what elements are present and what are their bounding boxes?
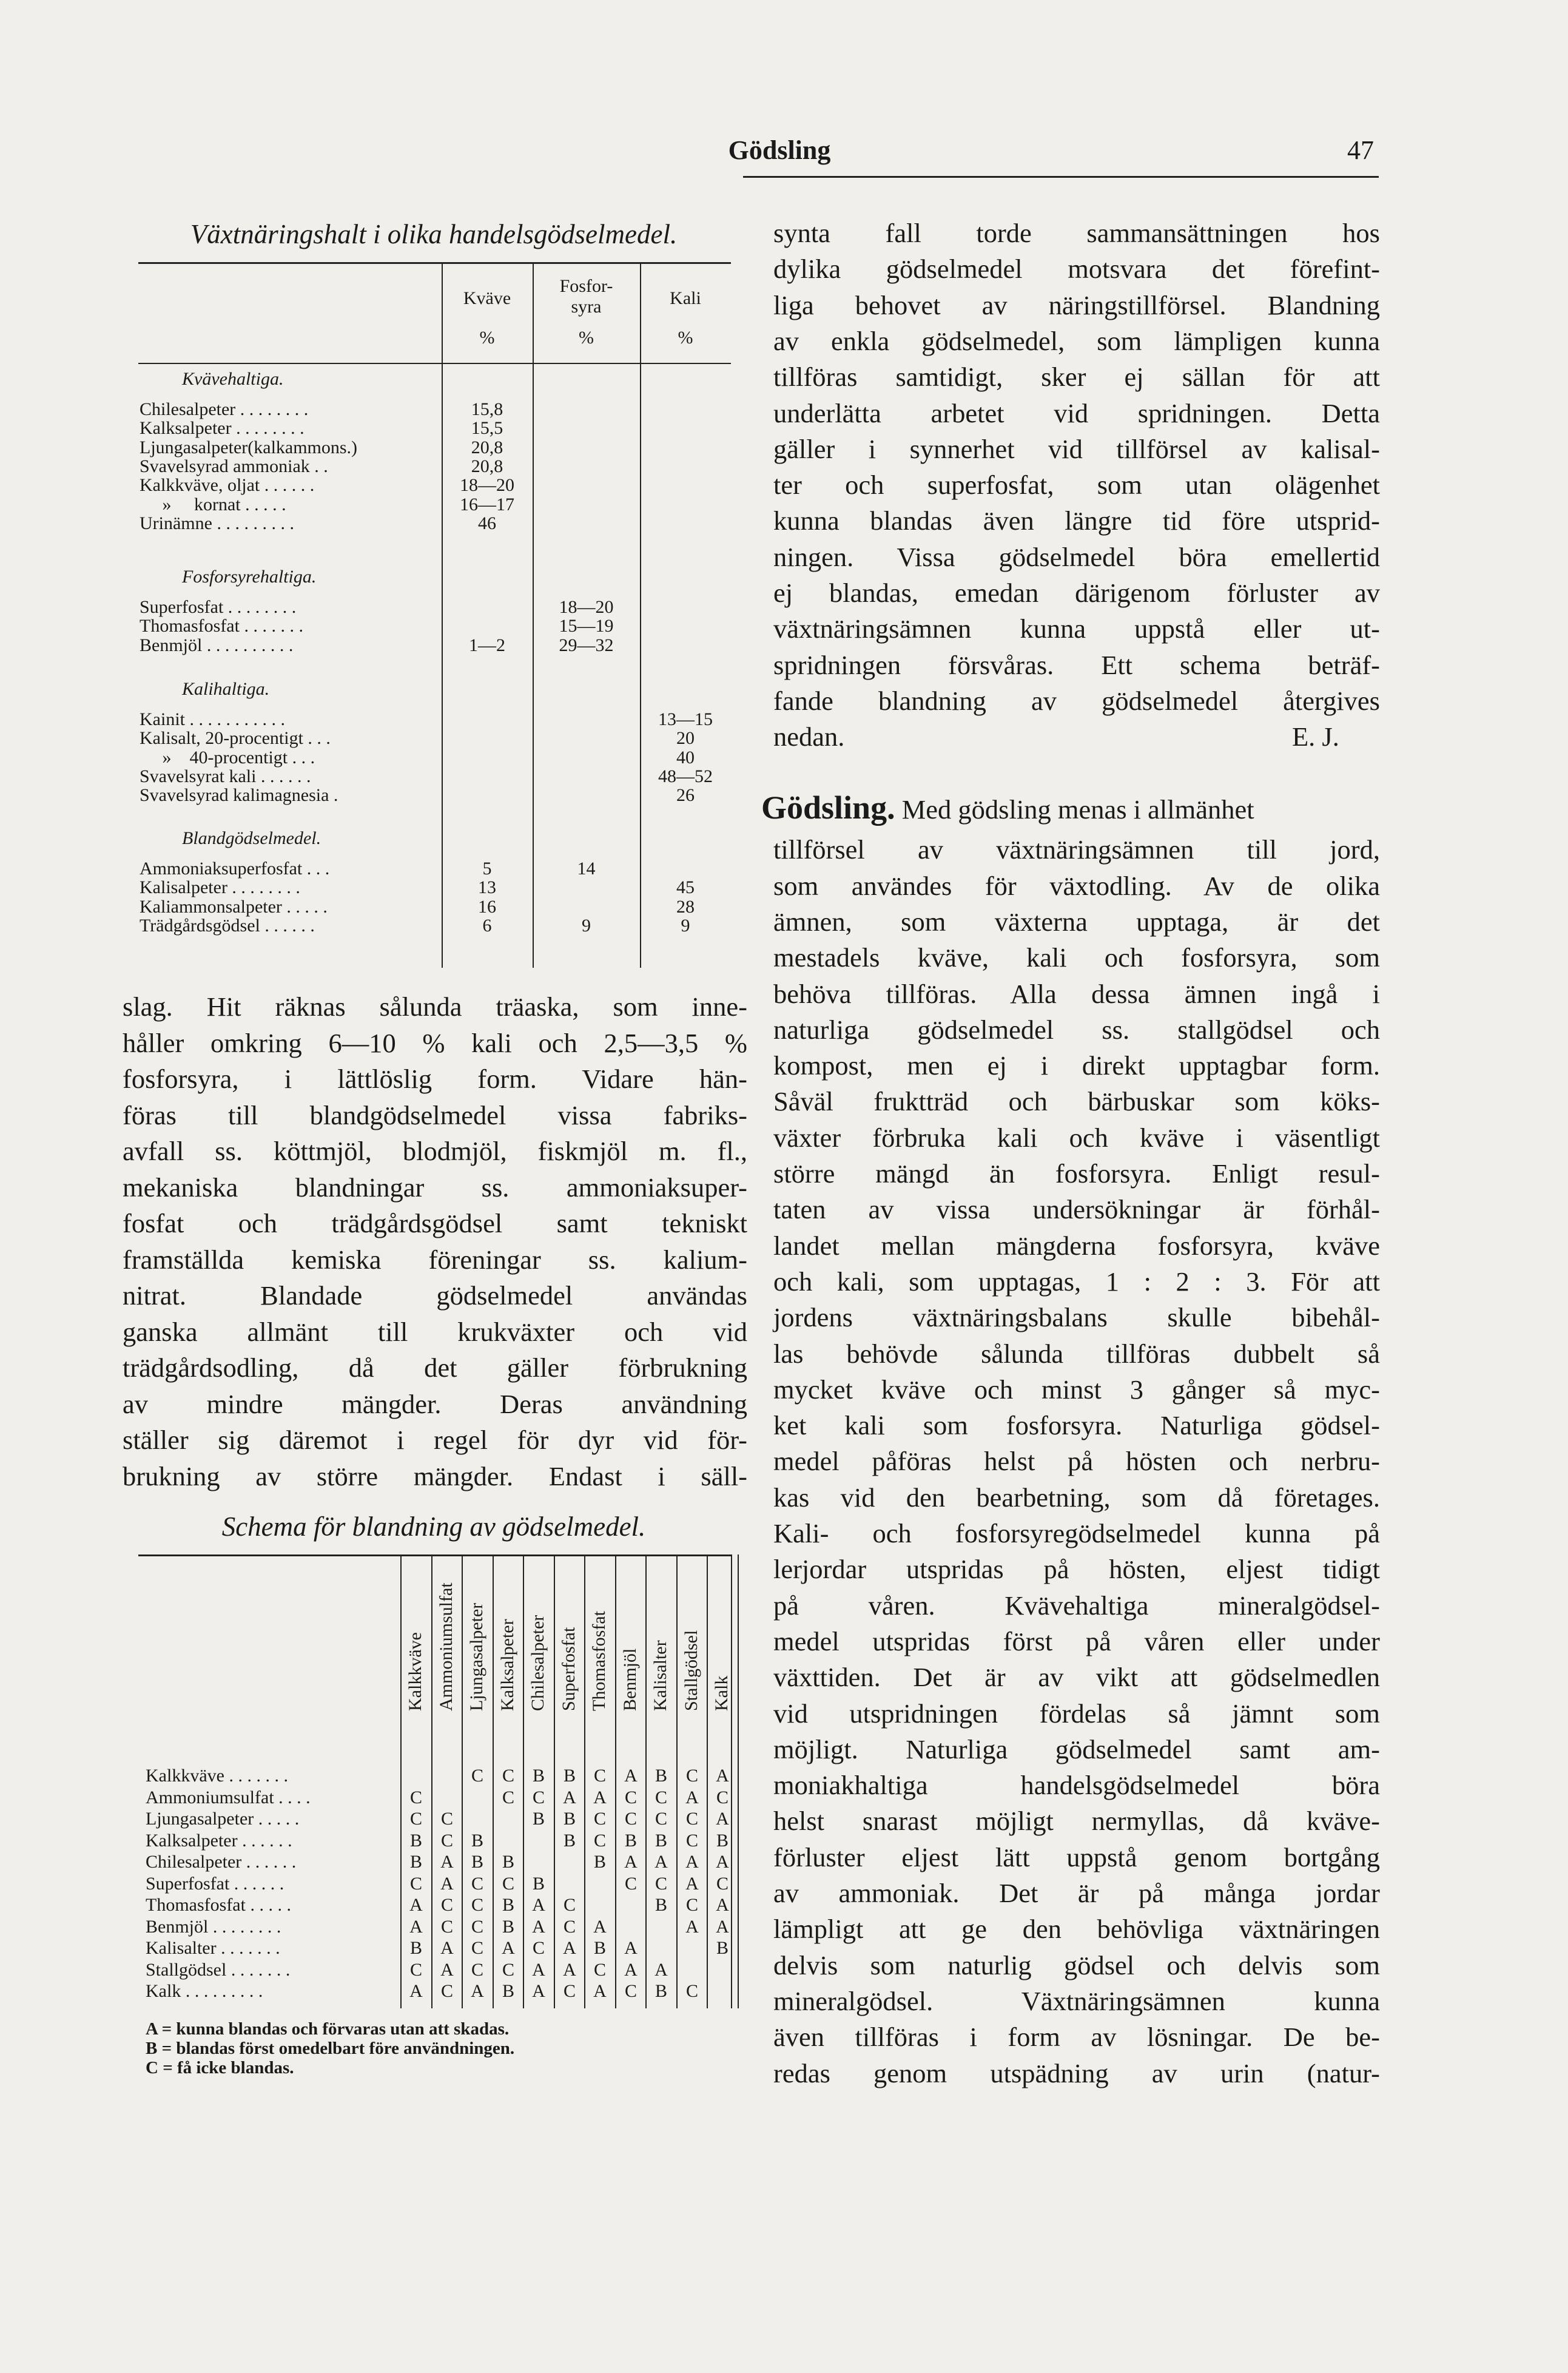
table2-col-header: Kalksalpeter: [497, 1619, 517, 1711]
right-text-line: underlätta arbetet vid spridningen. Detta: [773, 397, 1380, 428]
table1-row-label: Svavelsyrad kalimagnesia .: [140, 785, 338, 806]
table2-cell: C: [440, 1916, 453, 1937]
left-text-line: av mindre mängder. Deras användning: [123, 1388, 747, 1419]
table2-cell: C: [440, 1830, 453, 1851]
table2-cell: B: [502, 1981, 514, 2001]
table2-cell: C: [563, 1981, 576, 2001]
table2-col-header: Ammoniumsulfat: [436, 1582, 456, 1711]
table1-col-unit: %: [479, 328, 495, 348]
left-text-line: föras till blandgödselmedel vissa fabriks-: [123, 1099, 747, 1130]
table2-cell: C: [593, 1830, 606, 1851]
table2-cell: A: [440, 1852, 454, 1872]
table1-row-label: Kaliammonsalpeter . . . . .: [140, 896, 328, 917]
table2-cell: A: [440, 1959, 454, 1980]
right-text-line: kunna blandas även längre tid före utsprid-: [773, 505, 1380, 536]
table1-col-unit: %: [678, 328, 693, 348]
table2-cell: C: [685, 1895, 698, 1915]
right-text-line: gäller i synnerhet vid tillförsel av kalisal-: [773, 433, 1380, 464]
left-text-line: håller omkring 6—10 % kali och 2,5—3,5 %: [123, 1027, 747, 1058]
right-text-line: synta fall torde sammansättningen hos: [773, 218, 1380, 248]
table2-cell: C: [532, 1938, 545, 1958]
table1-value-fosforsyra: 15—19: [559, 616, 614, 636]
right-text-line: ej blandas, emedan därigenom förluster av: [773, 578, 1380, 608]
right-text-line: mestadels kväve, kali och fosforsyra, som: [773, 942, 1380, 973]
table2-cell: B: [502, 1916, 514, 1937]
table2-col-header: Kalkkväve: [405, 1632, 425, 1711]
table2-cell: A: [685, 1916, 699, 1937]
right-text-line: växtnäringsämnen kunna uppstå eller ut-: [773, 613, 1380, 644]
table1-value-fosforsyra: 9: [582, 915, 591, 936]
table1-value-kvave: 15,5: [471, 418, 503, 439]
right-text-line: lerjordar utspridas på hösten, eljest tidigt: [773, 1554, 1380, 1585]
right-text-line: nedan.: [773, 721, 845, 752]
table2-cell: C: [624, 1809, 637, 1829]
table2-col-header: Thomasfosfat: [589, 1611, 609, 1711]
table2-cell: A: [593, 1787, 607, 1808]
table1-value-kvave: 18—20: [460, 475, 514, 496]
table1-section-title: Blandgödselmedel.: [182, 828, 321, 848]
table2-cell: A: [654, 1959, 668, 1980]
table2-cell: A: [409, 1895, 423, 1915]
table2-cell: C: [471, 1895, 483, 1915]
table2-cell: B: [716, 1830, 728, 1851]
table2-row-label: Ammoniumsulfat . . . .: [146, 1787, 311, 1808]
table1-col-header: Kväve: [463, 288, 511, 308]
table1-value-kali: 40: [676, 747, 695, 768]
table2-cell: A: [685, 1852, 699, 1872]
table1-row-label: Chilesalpeter . . . . . . . .: [140, 399, 309, 419]
table2-cell: B: [502, 1895, 514, 1915]
table2-col-header: Benmjöl: [620, 1648, 640, 1711]
table2-cell: C: [471, 1916, 483, 1937]
table1-row-label: Kalisalpeter . . . . . . . .: [140, 877, 300, 898]
table2-cell: A: [685, 1873, 699, 1894]
table2-cell: C: [563, 1895, 576, 1915]
right-text-line: liga behovet av näringstillförsel. Blandning: [773, 289, 1380, 320]
right-text-line: tillförsel av växtnäringsämnen till jord,: [773, 834, 1380, 865]
left-text-line: nitrat. Blandade gödselmedel användas: [123, 1280, 747, 1311]
right-text-line: medel utspridas först på våren eller under: [773, 1625, 1380, 1656]
table2-row-label: Ljungasalpeter . . . . .: [146, 1809, 300, 1829]
table2-col-header: Chilesalpeter: [528, 1615, 548, 1711]
right-text-line: av enkla gödselmedel, som lämpligen kunna: [773, 325, 1380, 356]
left-text-line: brukning av större mängder. Endast i säll-: [123, 1460, 747, 1491]
entry-headword: Gödsling.: [761, 789, 895, 826]
table1-section-title: Kvävehaltiga.: [182, 369, 284, 389]
table2-cell: A: [409, 1916, 423, 1937]
table2-cell: C: [471, 1938, 483, 1958]
table2-cell: C: [409, 1959, 422, 1980]
table2-cell: B: [654, 1766, 667, 1786]
table2-cell: C: [440, 1809, 453, 1829]
table2-cell: B: [409, 1938, 422, 1958]
table2-cell: A: [624, 1959, 638, 1980]
table1-row-label: » kornat . . . . .: [140, 494, 286, 515]
table2-cell: C: [409, 1787, 422, 1808]
table1-value-kali: 26: [676, 785, 695, 806]
right-text-line: växttiden. Det är av vikt att gödselmedlen: [773, 1662, 1380, 1693]
table2-cell: C: [502, 1959, 514, 1980]
table1-value-kali: 20: [676, 728, 695, 749]
table2-row-label: Superfosfat . . . . . .: [146, 1873, 284, 1894]
table2-cell: C: [593, 1766, 606, 1786]
left-text-line: framställda kemiska föreningar ss. kalium-: [123, 1244, 747, 1275]
right-text-line: jordens växtnäringsbalans skulle bibehål-: [773, 1302, 1380, 1333]
entry-first-line-text: Med gödsling menas i allmänhet: [895, 794, 1254, 825]
table2-cell: A: [624, 1852, 638, 1872]
table1-row-label: » 40-procentigt . . .: [140, 747, 315, 768]
right-text-line: helst snarast möjligt nermyllas, då kväve-: [773, 1806, 1380, 1837]
right-text-line: ämnen, som växterna upptaga, är det: [773, 906, 1380, 937]
right-text-line: större mängd än fosforsyra. Enligt resul-: [773, 1158, 1380, 1189]
right-text-line: ningen. Vissa gödselmedel böra emellertid: [773, 541, 1380, 572]
table2-cell: B: [409, 1852, 422, 1872]
right-text-line: mycket kväve och minst 3 gånger så myc-: [773, 1374, 1380, 1405]
right-text-line: som användes för växtodling. Av de olika: [773, 870, 1380, 901]
table2-cell: A: [654, 1852, 668, 1872]
table1-value-fosforsyra: 29—32: [559, 635, 614, 655]
table1-value-kvave: 5: [482, 859, 492, 879]
right-text-line: möjligt. Naturliga gödselmedel samt am-: [773, 1733, 1380, 1764]
right-text-line: även tillföras i form av lösningar. De be-: [773, 2022, 1380, 2053]
table1-row-label: Kalksalpeter . . . . . . . .: [140, 418, 305, 439]
table2-cell: C: [502, 1766, 514, 1786]
table2-cell: A: [409, 1981, 423, 2001]
table2-cell: B: [593, 1938, 606, 1958]
table1-value-kvave: 16: [478, 896, 496, 917]
right-text-line: taten av vissa undersökningar är förhål-: [773, 1194, 1380, 1225]
table1-header-rule: [138, 363, 731, 364]
table2-cell: A: [502, 1938, 515, 1958]
table2-cell: C: [624, 1981, 637, 2001]
table2-cell: A: [716, 1809, 729, 1829]
right-text-line: Såväl fruktträd och bärbuskar som köks-: [773, 1086, 1380, 1117]
right-text-line: medel påföras helst på hösten och nerbru-: [773, 1446, 1380, 1477]
table1-col-unit: %: [579, 328, 594, 348]
table2-cell: C: [685, 1981, 698, 2001]
right-text-line: på våren. Kvävehaltiga mineralgödsel-: [773, 1590, 1380, 1621]
table2-cell: C: [440, 1895, 453, 1915]
table1-row-label: Superfosfat . . . . . . . .: [140, 597, 297, 617]
table1-row-label: Thomasfosfat . . . . . . .: [140, 616, 303, 636]
table2-cell: C: [716, 1787, 728, 1808]
table2-col-header: Ljungasalpeter: [466, 1602, 486, 1711]
right-text-line: moniakhaltiga handelsgödselmedel böra: [773, 1770, 1380, 1801]
right-text-line: landet mellan mängderna fosforsyra, kväve: [773, 1230, 1380, 1261]
table2-legend-line: B = blandas först omedelbart före användningen.: [146, 2039, 515, 2058]
table2-cell: C: [685, 1766, 698, 1786]
table2-cell: C: [716, 1873, 728, 1894]
table2-cell: C: [654, 1809, 667, 1829]
table2-cell: A: [532, 1916, 545, 1937]
table2-cell: B: [409, 1830, 422, 1851]
signature: E. J.: [1292, 721, 1339, 752]
right-text-line: behöva tillföras. Alla dessa ämnen ingå i: [773, 978, 1380, 1009]
table2-top-rule: [138, 1554, 731, 1556]
table2-cell: A: [440, 1873, 454, 1894]
left-text-line: trädgårdsodling, då det gäller förbrukning: [123, 1352, 747, 1383]
table1-value-kvave: 6: [482, 915, 492, 936]
table2-cell: C: [624, 1787, 637, 1808]
left-text-line: mekaniska blandningar ss. ammoniaksuper-: [123, 1172, 747, 1203]
table1-value-kvave: 20,8: [471, 437, 503, 457]
table2-cell: B: [502, 1852, 514, 1872]
table2-cell: B: [716, 1938, 728, 1958]
right-text-line: fande blandning av gödselmedel återgives: [773, 685, 1380, 716]
table1-row-label: Svavelsyrat kali . . . . . .: [140, 766, 311, 786]
left-text-line: ganska allmänt till krukväxter och vid: [123, 1316, 747, 1347]
table2-legend-line: A = kunna blandas och förvaras utan att skadas.: [146, 2019, 510, 2039]
table2-cell: C: [685, 1830, 698, 1851]
table2-cell: A: [593, 1916, 607, 1937]
right-text-line: naturliga gödselmedel ss. stallgödsel och: [773, 1014, 1380, 1045]
table2-cell: A: [532, 1895, 545, 1915]
table2-cell: C: [593, 1959, 606, 1980]
table2-cell: C: [685, 1809, 698, 1829]
entry-first-line: [761, 790, 1380, 828]
table2-cell: A: [440, 1938, 454, 1958]
right-text-line: vid utspridningen fördelas så jämnt som: [773, 1698, 1380, 1729]
table2-cell: C: [532, 1787, 545, 1808]
table1-value-kali: 9: [681, 915, 690, 936]
table2-row-label: Thomasfosfat . . . . .: [146, 1895, 291, 1915]
right-text-line: dylika gödselmedel motsvara det förefint-: [773, 254, 1380, 285]
table1-row-label: Benmjöl . . . . . . . . . .: [140, 635, 294, 655]
right-text-line: tillföras samtidigt, sker ej sällan för att: [773, 362, 1380, 393]
left-text-line: ställer sig däremot i regel för dyr vid för-: [123, 1425, 747, 1455]
table1-col-divider: [640, 262, 641, 968]
table1-row-label: Ammoniaksuperfosfat . . .: [140, 859, 330, 879]
table1-value-kali: 45: [676, 877, 695, 898]
table1-row-label: Ljungasalpeter(kalkammons.): [140, 437, 358, 457]
table1-value-kvave: 15,8: [471, 399, 503, 419]
right-text-line: delvis som naturlig gödsel och delvis som: [773, 1949, 1380, 1980]
left-text-line: avfall ss. köttmjöl, blodmjöl, fiskmjöl m. fl.,: [123, 1136, 747, 1166]
table2-cell: A: [716, 1766, 729, 1786]
table2-col-header: Kalk: [712, 1675, 732, 1711]
table2-legend-line: C = få icke blandas.: [146, 2058, 294, 2078]
page-number: 47: [1347, 135, 1374, 165]
table2-cell: C: [563, 1916, 576, 1937]
right-text-line: mineralgödsel. Växtnäringsämnen kunna: [773, 1985, 1380, 2016]
table1-top-rule: [138, 262, 731, 264]
table2-cell: C: [593, 1809, 606, 1829]
table1-row-label: Urinämne . . . . . . . . .: [140, 513, 294, 533]
table1-value-kali: 13—15: [658, 709, 713, 729]
right-text-line: kompost, men ej i direkt upptagbar form.: [773, 1050, 1380, 1081]
table2-cell: A: [716, 1916, 729, 1937]
table2-cell: C: [471, 1959, 483, 1980]
table2-col-header: Stallgödsel: [681, 1630, 701, 1711]
table2-cell: B: [532, 1809, 545, 1829]
table2-caption: Schema för blandning av gödselmedel.: [221, 1511, 646, 1542]
table2-cell: A: [624, 1766, 638, 1786]
table2-cell: B: [532, 1766, 545, 1786]
table2-cell: B: [471, 1852, 483, 1872]
table2-cell: B: [563, 1809, 576, 1829]
left-text-line: fosfat och trädgårdsgödsel samt tekniskt: [123, 1208, 747, 1238]
right-text-line: redas genom utspädning av urin (natur-: [773, 2057, 1380, 2088]
table2-cell: C: [502, 1873, 514, 1894]
table2-row-label: Kalk . . . . . . . . .: [146, 1981, 263, 2001]
table2-cell: C: [471, 1766, 483, 1786]
table2-cell: A: [563, 1787, 576, 1808]
right-text-line: växter förbruka kali och kväve i väsentligt: [773, 1122, 1380, 1153]
table2-row-label: Kalisalter . . . . . . .: [146, 1938, 280, 1958]
table2-cell: A: [532, 1959, 545, 1980]
table2-row-label: Kalksalpeter . . . . . .: [146, 1830, 292, 1851]
left-text-line: slag. Hit räknas sålunda träaska, som inne-: [123, 991, 747, 1022]
table2-cell: B: [563, 1766, 576, 1786]
table2-cell: C: [654, 1873, 667, 1894]
table1-value-fosforsyra: 18—20: [559, 597, 614, 617]
table2-cell: B: [563, 1830, 576, 1851]
table2-cell: C: [409, 1873, 422, 1894]
table2-cell: B: [593, 1852, 606, 1872]
right-text-line: kas vid den bearbetning, som då företages.: [773, 1482, 1380, 1513]
table1-row-label: Kainit . . . . . . . . . . .: [140, 709, 285, 729]
table2-row-label: Chilesalpeter . . . . . .: [146, 1852, 297, 1872]
table1-value-kvave: 46: [478, 513, 496, 533]
table1-value-kvave: 16—17: [460, 494, 514, 515]
table2-cell: B: [624, 1830, 637, 1851]
right-text-line: lämpligt att ge den behövliga växtnäringen: [773, 1914, 1380, 1945]
table2-cell: C: [654, 1787, 667, 1808]
right-text-line: spridningen försvåras. Ett schema beträf-: [773, 649, 1380, 680]
table1-value-kvave: 1—2: [469, 635, 505, 655]
table1-value-kvave: 20,8: [471, 456, 503, 476]
running-header-title: Gödsling: [728, 135, 831, 165]
table2-cell: C: [409, 1809, 422, 1829]
table2-cell: A: [532, 1981, 545, 2001]
table2-cell: C: [471, 1873, 483, 1894]
right-text-line: och kali, som upptagas, 1 : 2 : 3. För att: [773, 1266, 1380, 1297]
table2-cell: A: [471, 1981, 484, 2001]
table2-col-header: Kalisalter: [650, 1640, 670, 1711]
table2-cell: A: [624, 1938, 638, 1958]
header-rule: [743, 176, 1379, 178]
table2-row-label: Stallgödsel . . . . . . .: [146, 1959, 291, 1980]
table1-value-kali: 48—52: [658, 766, 713, 786]
table2-cell: A: [563, 1938, 576, 1958]
table2-cell: B: [654, 1830, 667, 1851]
left-text-line: fosforsyra, i lättlöslig form. Vidare hän-: [123, 1064, 747, 1094]
table1-row-label: Kalkkväve, oljat . . . . . .: [140, 475, 315, 496]
right-text-line: av ammoniak. Det är på många jordar: [773, 1878, 1380, 1908]
table2-cell: A: [716, 1852, 729, 1872]
right-text-line: las behövde sålunda tillföras dubbelt så: [773, 1338, 1380, 1369]
table2-cell: B: [532, 1873, 545, 1894]
right-text-line: ter och superfosfat, som utan olägenhet: [773, 470, 1380, 501]
table2-cell: A: [563, 1959, 576, 1980]
table1-row-label: Svavelsyrad ammoniak . .: [140, 456, 328, 476]
table1-col-header: Fosfor- syra: [559, 276, 613, 317]
right-text-line: ket kali som fosforsyra. Naturliga gödsel-: [773, 1410, 1380, 1441]
right-text-line: Kali- och fosforsyregödselmedel kunna på: [773, 1518, 1380, 1548]
table1-value-kvave: 13: [478, 877, 496, 898]
table1-col-header: Kali: [670, 288, 701, 308]
table2-cell: A: [685, 1787, 699, 1808]
table2-cell: C: [502, 1787, 514, 1808]
table1-value-kali: 28: [676, 896, 695, 917]
table1-row-label: Kalisalt, 20-procentigt . . .: [140, 728, 331, 749]
table2-cell: C: [624, 1873, 637, 1894]
table2-row-label: Kalkkväve . . . . . . .: [146, 1766, 288, 1786]
table1-caption: Växtnäringshalt i olika handelsgödselmedel.: [190, 219, 678, 249]
table2-col-header: Superfosfat: [559, 1627, 579, 1711]
table2-cell: C: [440, 1981, 453, 2001]
table2-cell: B: [654, 1981, 667, 2001]
table2-row-label: Benmjöl . . . . . . . .: [146, 1916, 281, 1937]
table1-value-fosforsyra: 14: [577, 859, 596, 879]
table1-section-title: Fosforsyrehaltiga.: [182, 567, 317, 587]
table2-cell: A: [593, 1981, 607, 2001]
table1-row-label: Trädgårdsgödsel . . . . . .: [140, 915, 315, 936]
table2-cell: A: [716, 1895, 729, 1915]
right-text-line: förluster eljest lätt uppstå genom bortgång: [773, 1841, 1380, 1872]
table2-cell: B: [471, 1830, 483, 1851]
table2-cell: B: [654, 1895, 667, 1915]
table1-section-title: Kalihaltiga.: [182, 679, 270, 699]
